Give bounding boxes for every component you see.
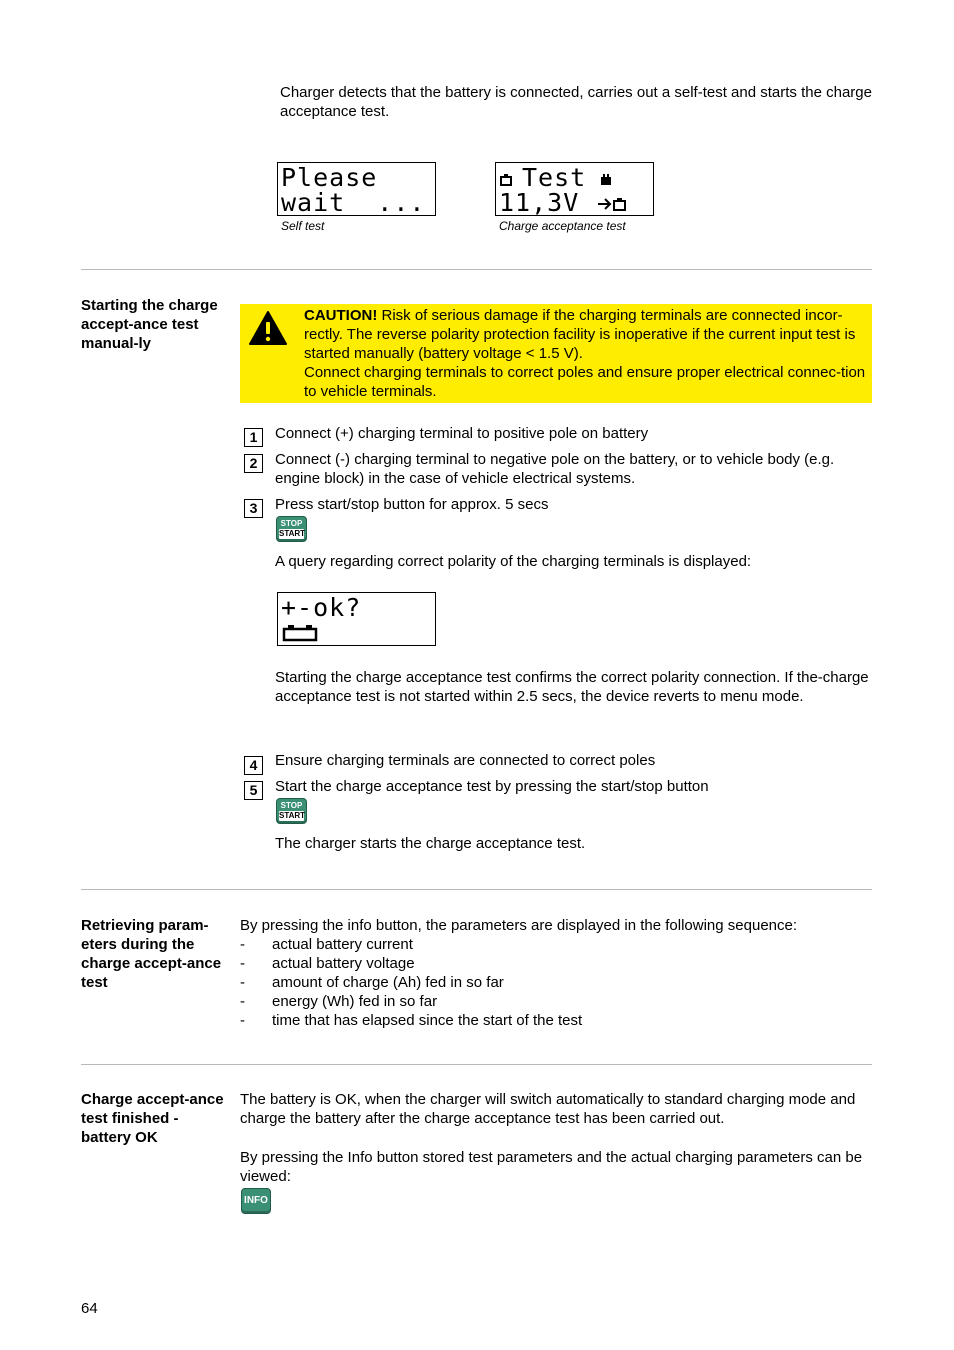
- step-number: 4: [244, 756, 263, 775]
- lcd-polarity-query: [277, 592, 436, 646]
- button-stop-label: STOP: [280, 801, 303, 810]
- step-number: 2: [244, 454, 263, 473]
- step-text: Start the charge acceptance test by pressing the start/stop button: [275, 778, 709, 795]
- confirm-text: Starting the charge acceptance test confirms the correct polarity connection. If the-charge acceptance test is not started within 2.5 secs, the device reverts to menu mode.: [275, 669, 869, 705]
- finished-text-1: The battery is OK, when the charger will switch automatically to standard charging mode and charge the battery after the charge acceptance test has been carried out.: [240, 1091, 856, 1127]
- section-heading-finished: Charge accept-ance test finished - battery OK: [81, 1091, 224, 1146]
- intro-text: Charger detects that the battery is connected, carries out a self-test and starts the charge acceptance test.: [280, 84, 872, 120]
- button-stop-label: STOP: [280, 519, 303, 528]
- list-item: - energy (Wh) fed in so far: [240, 993, 438, 1010]
- lcd-line: +-ok?: [281, 593, 362, 622]
- start-stop-button[interactable]: [276, 516, 307, 542]
- section-divider: [81, 889, 872, 890]
- lcd-line: Please: [281, 163, 378, 192]
- parameter-list: [240, 935, 872, 1030]
- caution-body: Risk of serious damage if the charging terminals are connected incor-rectly. The reverse polarity protection facility is inoperative if the current input test is started manually (battery voltage < 1.5 V).: [304, 307, 856, 362]
- list-item: - actual battery current: [240, 936, 413, 953]
- list-item-text: energy (Wh) fed in so far: [272, 993, 438, 1010]
- step-text: Press start/stop button for approx. 5 secs: [275, 496, 549, 513]
- section-heading-manual: Starting the charge accept-ance test manual-ly: [81, 297, 218, 352]
- warning-icon: [249, 310, 287, 346]
- button-start-label: START: [279, 811, 306, 820]
- list-item-text: actual battery current: [272, 936, 413, 953]
- step-number: 3: [244, 499, 263, 518]
- section-heading-retrieve: Retrieving param-eters during the charge accept-ance test: [81, 917, 222, 991]
- caption-acceptance-test: Charge acceptance test: [499, 219, 626, 233]
- caution-body-2: Connect charging terminals to correct poles and ensure proper electrical connec-tion to vehicle terminals.: [304, 364, 866, 400]
- list-item-text: amount of charge (Ah) fed in so far: [272, 974, 504, 991]
- button-start-label: START: [279, 529, 306, 538]
- step-number: 5: [244, 781, 263, 800]
- lcd-acceptance-test: [495, 162, 654, 216]
- lcd-line: wait ...: [281, 188, 426, 217]
- page-number: 64: [81, 1300, 98, 1317]
- section-divider: [81, 269, 872, 270]
- battery-terminals-icon: [282, 624, 318, 642]
- section-divider: [81, 1064, 872, 1065]
- list-item: - amount of charge (Ah) fed in so far: [240, 974, 504, 991]
- caution-box: [240, 304, 872, 403]
- battery-full-icon: [600, 174, 612, 186]
- list-item-text: time that has elapsed since the start of the test: [272, 1012, 583, 1029]
- list-item: - actual battery voltage: [240, 955, 415, 972]
- step-text: Connect (-) charging terminal to negative pole on the battery, or to vehicle body (e.g. engine block) in the case of vehicle electrical systems.: [275, 451, 835, 487]
- lcd-self-test: [277, 162, 436, 216]
- caption-self-test: Self test: [281, 219, 325, 233]
- starts-text: The charger starts the charge acceptance test.: [275, 835, 586, 852]
- info-button[interactable]: INFO: [241, 1188, 271, 1214]
- battery-outline-icon: [500, 174, 512, 186]
- caution-label: CAUTION!: [304, 307, 378, 324]
- finished-text-2: By pressing the Info button stored test parameters and the actual charging parameters can be viewed:: [240, 1149, 863, 1185]
- list-item-text: actual battery voltage: [272, 955, 415, 972]
- step-text: Ensure charging terminals are connected to correct poles: [275, 752, 656, 769]
- lcd-line: Test: [522, 163, 587, 192]
- start-stop-button[interactable]: [276, 798, 307, 824]
- lcd-line: 11,3V: [499, 188, 580, 217]
- step-text: Connect (+) charging terminal to positive pole on battery: [275, 425, 649, 442]
- arrow-to-battery-icon: [596, 197, 628, 211]
- step-number: 1: [244, 428, 263, 447]
- caution-text: [304, 306, 872, 401]
- query-text: A query regarding correct polarity of the charging terminals is displayed:: [275, 553, 752, 570]
- list-item: - time that has elapsed since the start of the test: [240, 1012, 583, 1029]
- retrieve-intro: By pressing the info button, the parameters are displayed in the following sequence:: [240, 917, 798, 934]
